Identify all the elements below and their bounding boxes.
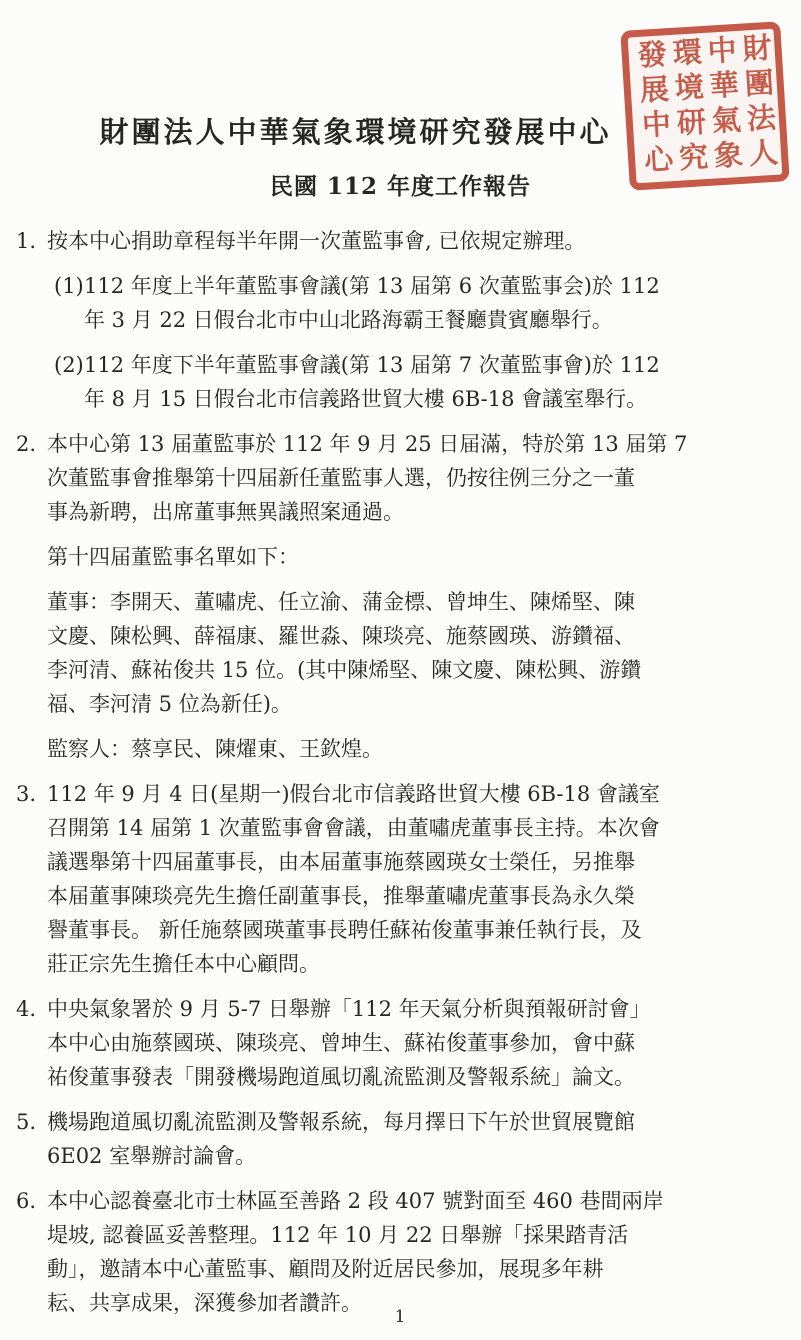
- item-3-line: 112 年 9 月 4 日(星期一)假台北市信義路世貿大樓 6B-18 會議室: [47, 782, 660, 806]
- page-number: 1: [394, 1307, 407, 1327]
- item-5-line: 6E02 室舉辦討論會。: [47, 1144, 257, 1168]
- item-3-line: 譽董事長。 新任施蔡國瑛董事長聘任蘇祐俊董事兼任執行長，及: [47, 918, 642, 942]
- item-2-line: 監察人：蔡享民、陳燿東、王欽煌。: [47, 737, 383, 761]
- report-item-6: [0, 1184, 801, 1320]
- item-4-line: 中央氣象署於 9 月 5-7 日舉辦「112 年天氣分析與預報研討會」: [47, 997, 651, 1021]
- subitem-1-1-line: 年 3 月 22 日假台北市中山北路海霸王餐廳貴賓廳舉行。: [84, 308, 613, 332]
- item-3-line: 本届董事陳琰亮先生擔任副董事長，推舉董嘯虎董事長為永久榮: [47, 884, 635, 908]
- item-2-line: 次董監事會推舉第十四届新任董監事人選，仍按往例三分之一董: [47, 466, 635, 490]
- item-1-number: 1.: [16, 229, 37, 253]
- item-2-line: 福、李河清 5 位為新任)。: [47, 692, 292, 716]
- item-6-number: 6.: [16, 1189, 37, 1213]
- item-4-number: 4.: [16, 997, 37, 1021]
- item-3-line: 議選舉第十四届董事長，由本届董事施蔡國瑛女士榮任，另推舉: [47, 850, 635, 874]
- report-subitem-1-2: [47, 348, 801, 416]
- item-4-line: 本中心由施蔡國瑛、陳琰亮、曾坤生、蘇祐俊董事參加，會中蘇: [47, 1031, 635, 1055]
- item-2-line: 董事：李開天、董嘯虎、任立渝、蒲金標、曾坤生、陳烯堅、陳: [47, 590, 635, 614]
- item-2-line: 李河清、蘇祐俊共 15 位。(其中陳烯堅、陳文慶、陳松興、游鑽: [47, 658, 642, 682]
- report-body: [0, 224, 801, 1320]
- report-item-4: [0, 992, 801, 1094]
- report-item-1: [0, 224, 801, 416]
- subitem-1-2-line: 年 8 月 15 日假台北市信義路世貿大樓 6B-18 會議室舉行。: [84, 387, 648, 411]
- item-6-line: 本中心認養臺北市士林區至善路 2 段 407 號對面至 460 巷間兩岸: [47, 1189, 664, 1213]
- item-2-paragraph-4: [47, 732, 801, 766]
- item-6-line: 動」，邀請本中心董監事、顧問及附近居民參加，展現多年耕: [47, 1257, 604, 1281]
- item-1-line: 按本中心捐助章程每半年開一次董監事會, 已依規定辦理。: [47, 229, 586, 253]
- item-2-paragraph-3: [47, 585, 801, 721]
- page-title: 財團法人中華氣象環境研究發展中心: [99, 115, 612, 149]
- item-3-line: 莊正宗先生擔任本中心顧問。: [47, 952, 320, 976]
- item-2-paragraph-2: [47, 540, 801, 574]
- item-3-line: 召開第 14 届第 1 次董監事會會議，由董嘯虎董事長主持。本次會: [47, 816, 660, 840]
- item-6-line: 耘、共享成果，深獲參加者讚許。: [47, 1291, 362, 1315]
- item-2-line: 事為新聘，出席董事無異議照案通過。: [47, 500, 404, 524]
- item-6-line: 堤坡, 認養區妥善整理。112 年 10 月 22 日舉辦「採果踏青活: [47, 1223, 629, 1247]
- item-4-line: 祐俊董事發表「開發機場跑道風切亂流監測及警報系統」論文。: [47, 1065, 635, 1089]
- report-item-2: [0, 427, 801, 766]
- report-item-3: [0, 777, 801, 981]
- item-2-line: 第十四届董監事名單如下：: [47, 545, 299, 569]
- item-2-paragraph-1: [47, 427, 801, 529]
- report-subitem-1-1: [47, 269, 801, 337]
- official-seal: [620, 21, 789, 190]
- subitem-1-2-line: 112 年度下半年董監事會議(第 13 届第 7 次董監事會)於 112: [84, 353, 660, 377]
- item-2-line: 文慶、陳松興、薛福康、羅世淼、陳琰亮、施蔡國瑛、游鑽福、: [47, 624, 635, 648]
- subitem-1-1-number: (1): [54, 274, 84, 298]
- subitem-1-2-number: (2): [54, 353, 84, 377]
- item-3-number: 3.: [16, 782, 37, 806]
- item-2-line: 本中心第 13 届董監事於 112 年 9 月 25 日届滿，特於第 13 届第 7: [47, 432, 688, 456]
- report-item-5: [0, 1105, 801, 1173]
- item-2-number: 2.: [16, 432, 37, 456]
- item-5-number: 5.: [16, 1110, 37, 1134]
- item-5-line: 機場跑道風切亂流監測及警報系統，每月擇日下午於世貿展覽館: [47, 1110, 635, 1134]
- subitem-1-1-line: 112 年度上半年董監事會議(第 13 届第 6 次董監事会)於 112: [84, 274, 660, 298]
- seal-text: 財團法人中華氣象環境研究發展中心: [632, 31, 781, 181]
- report-subtitle: 民國 112 年度工作報告: [269, 173, 532, 200]
